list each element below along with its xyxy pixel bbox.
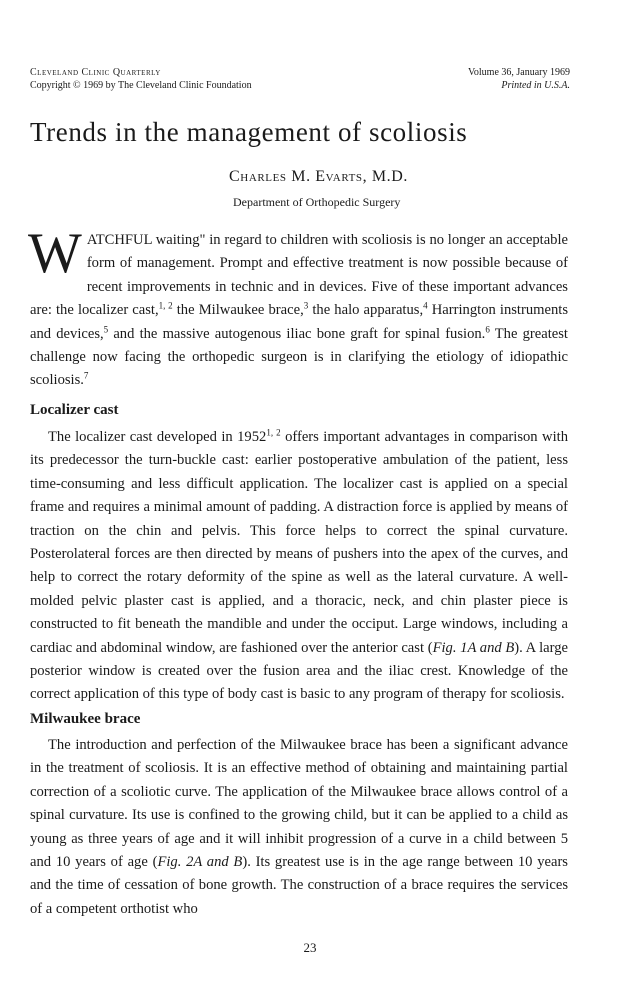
copyright-line: Copyright © 1969 by The Cleveland Clinic Foundation — [30, 80, 252, 91]
page-number: 23 — [303, 940, 317, 955]
article-author: Charles M. Evarts, M.D. — [229, 168, 409, 185]
section2-text-a: The introduction and perfection of the Milwaukee brace has been a significant advance in the treatment of scoliosis. It is an effective method of obtaining and maintaining partial correction of a scoliotic curve. The application of the Milwaukee brace allows control of a spinal curvature. Its use is confined to the growing child, but it can be applied to a child as young as three years of age and it will inhibit progression of a curve in a child between 5 and 10 years of age ( — [30, 737, 568, 871]
section1-text-a: The localizer cast developed in 1952 — [48, 429, 267, 445]
citation-ref: 1, 2 — [158, 300, 173, 311]
figure-reference: Fig. 2A and B — [157, 854, 243, 871]
section1-text-b: offers important advantages in comparison with its predecessor the turn-buckle cast: earlier postoperative ambulation of the patient, less time-consuming and less difficult application. The localizer cast is applied on a special frame and requires a minimal amount of padding. A distraction force is applied by means of traction on the chin and pelvis. This force helps to correct the spinal curvature. Posterolateral forces are then directed by means of pushers into the apex of the curves, and help to correct the rotary deformity of the spine as well as the lateral curvature. A well-molded pelvic plaster cast is applied, and a thoracic, neck, and chin plaster piece is constructed to fit beneath the mandible and under the occiput. Large windows, including a cardiac and abdominal window, are fashioned over the anterior cast ( — [30, 429, 568, 656]
citation-ref: 5 — [103, 324, 109, 335]
intro-text-1: ATCHFUL waiting" in regard to children with scoliosis is no longer an acceptable form of management. Prompt and effective treatment is now possible because of recent improvements in technic and in devices. Five of these important advances are: the localizer cast, — [30, 232, 568, 319]
intro-text-2: the Milwaukee brace, — [172, 302, 304, 319]
author-department: Department of Orthopedic Surgery — [233, 195, 401, 209]
citation-ref: 1, 2 — [266, 427, 281, 438]
article-title: Trends in the management of scoliosis — [30, 117, 468, 147]
figure-reference: Fig. 1A and B — [432, 639, 515, 656]
volume-line: Volume 36, January 1969 — [467, 67, 570, 78]
intro-paragraph — [28, 222, 569, 393]
intro-text-3: the halo apparatus, — [308, 302, 424, 319]
intro-text-5: and the massive autogenous iliac bone graft for spinal fusion. — [108, 325, 486, 342]
section-heading-localizer-cast: Localizer cast — [30, 402, 119, 418]
running-header-left — [30, 66, 252, 92]
section1-text-c: ). A large posterior window is created over the fusion area and the iliac crest. Knowledge of the correct application of this type of body cast is basic to any program of therapy for scoliosis. — [30, 639, 568, 703]
citation-ref: 4 — [423, 300, 428, 311]
citation-ref: 7 — [83, 371, 89, 382]
section2-text-b: ). Its greatest use is in the age range between 10 years and the time of cessation of bone growth. The construction of a brace requires the services of a competent orthotist who — [30, 854, 568, 917]
journal-name: Cleveland Clinic Quarterly — [30, 67, 161, 78]
section-heading-milwaukee-brace: Milwaukee brace — [30, 711, 141, 727]
localizer-cast-paragraph — [30, 426, 568, 707]
citation-ref: 3 — [303, 300, 309, 311]
citation-ref: 6 — [485, 324, 490, 335]
milwaukee-brace-paragraph — [30, 734, 568, 921]
drop-cap: W — [28, 222, 82, 285]
intro-text-4: Harrington instruments and devices, — [30, 302, 569, 342]
running-header-right — [468, 66, 570, 92]
intro-text-6: The greatest challenge now facing the orthopedic surgeon is in clarifying the etiology of idiopathic scoliosis. — [30, 325, 568, 389]
printed-line: Printed in U.S.A. — [501, 80, 570, 91]
